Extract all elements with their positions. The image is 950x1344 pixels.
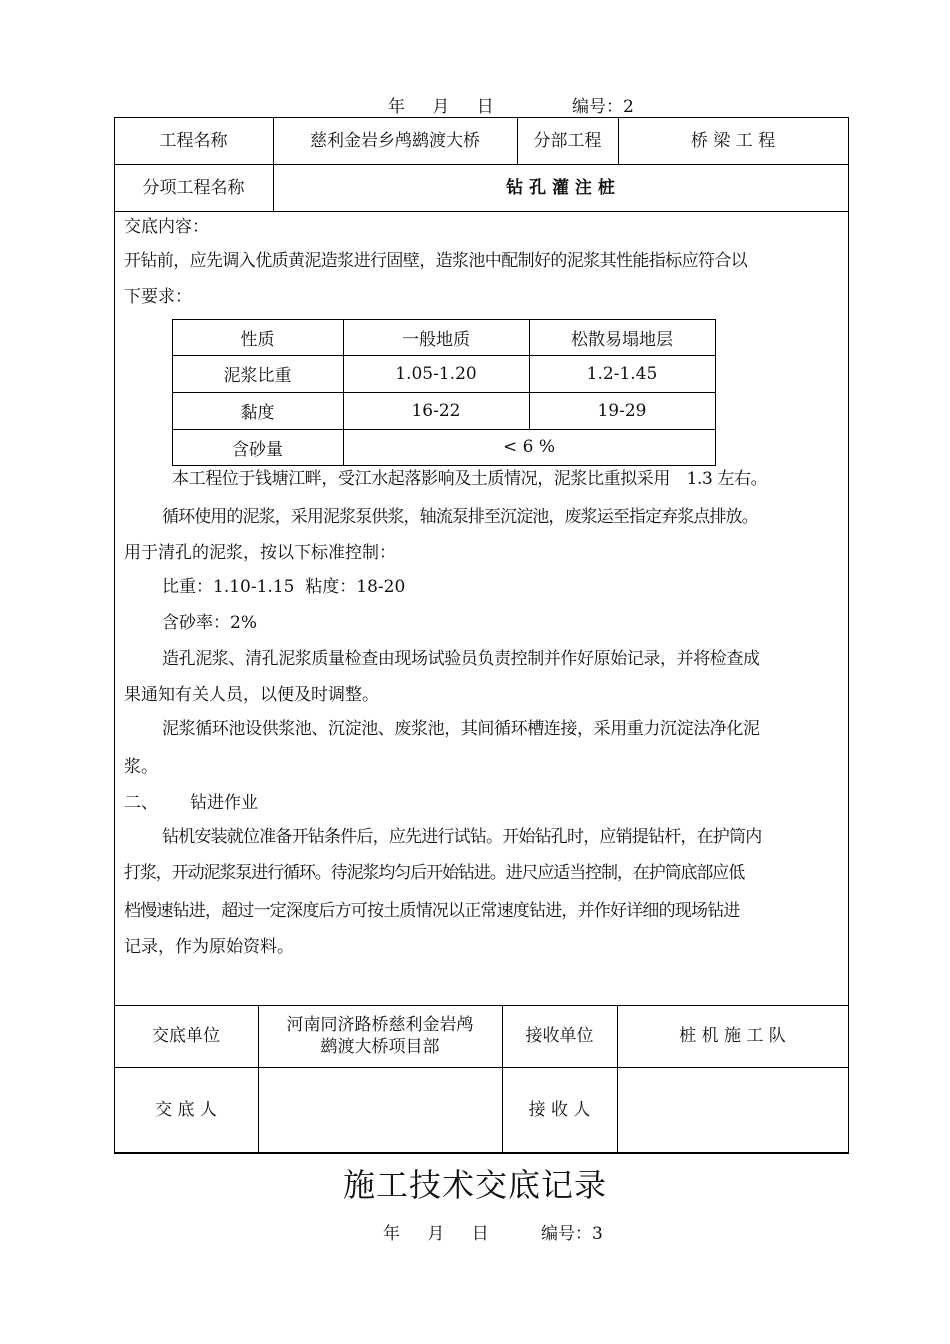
project-name-label: 工程名称 (159, 130, 228, 151)
paragraph-6-line-2: 果通知有关人员，以便及时调整。 (124, 685, 379, 705)
paragraph-1-line-2: 下要求： (124, 287, 192, 307)
paragraph-4: 比重：1.10-1.15 粘度：18-20 (162, 577, 406, 597)
section-2-title: 钻进作业 (190, 793, 258, 813)
document-title: 施工技术交底记录 (342, 1166, 607, 1204)
mud-row-density-general: 1.05-1.20 (395, 363, 477, 384)
paragraph-1-line-1: 开钻前，应先调入优质黄泥造浆进行固壁，造浆池中配制好的泥浆其性能指标应符合以 (124, 251, 748, 271)
part-value: 桥 梁 工 程 (690, 130, 776, 151)
header-date: 年 月 日 (388, 97, 494, 117)
mud-header-property: 性质 (240, 329, 275, 350)
item-label: 分项工程名称 (142, 177, 245, 198)
issuer-person-label: 交 底 人 (155, 1100, 217, 1120)
page2-number: 编号：3 (541, 1224, 603, 1244)
paragraph-7-line-2: 浆。 (124, 757, 158, 777)
paragraph-5: 含砂率：2% (162, 613, 257, 633)
project-name-value: 慈利金岩乡鸬鹚渡大桥 (310, 130, 480, 151)
issuer-value (258, 1005, 502, 1067)
paragraph-7-line-1: 泥浆循环池设供浆池、沉淀池、废浆池，其间循环槽连接，采用重力沉淀法净化泥 (162, 719, 760, 739)
mud-row-viscosity-label: 黏度 (240, 403, 275, 423)
issuer-value-line-2: 鹚渡大桥项目部 (320, 1037, 440, 1057)
mud-header-loose: 松散易塌地层 (571, 329, 673, 350)
mud-row-viscosity-loose: 19-29 (597, 400, 647, 421)
issuer-person-field[interactable] (258, 1067, 502, 1153)
receiver-person-field[interactable] (617, 1067, 848, 1153)
issuer-label: 交底单位 (152, 1026, 220, 1046)
part-label: 分部工程 (533, 130, 602, 151)
paragraph-8-line-1: 钻机安装就位准备开钻条件后，应先进行试钻。开始钻孔时，应销提钻杆，在护筒内 (162, 827, 762, 847)
mud-row-density-loose: 1.2-1.45 (586, 363, 658, 384)
mud-row-sand-label: 含砂量 (232, 439, 283, 460)
issuer-value-line-1: 河南同济路桥慈利金岩鸬 (286, 1015, 474, 1035)
paragraph-3-line-1: 循环使用的泥浆，采用泥浆泵供浆，轴流泵排至沉淀池，废浆运至指定弃浆点排放。 (162, 507, 758, 527)
paragraph-8-line-3: 档慢速钻进，超过一定深度后方可按土质情况以正常速度钻进，并作好详细的现场钻进 (124, 901, 740, 921)
mud-row-density-label: 泥浆比重 (223, 366, 292, 386)
content-heading: 交底内容： (124, 217, 209, 237)
receiver-label: 接收单位 (525, 1026, 594, 1046)
item-value: 钻 孔 灌 注 桩 (506, 177, 615, 198)
page2-date: 年 月 日 (383, 1224, 489, 1244)
header-number: 编号：2 (572, 97, 634, 117)
mud-row-sand-value: < 6 % (502, 437, 556, 457)
receiver-person-label: 接 收 人 (528, 1100, 591, 1120)
receiver-value: 桩 机 施 工 队 (679, 1026, 786, 1046)
mud-row-viscosity-general: 16-22 (411, 400, 461, 421)
paragraph-6-line-1: 造孔泥浆、清孔泥浆质量检查由现场试验员负责控制并作好原始记录，并将检查成 (162, 649, 760, 669)
paragraph-2: 本工程位于钱塘江畔，受江水起落影响及土质情况，泥浆比重拟采用 1.3 左右。 (172, 469, 768, 489)
paragraph-8-line-4: 记录，作为原始资料。 (124, 937, 294, 957)
section-2-number: 二、 (124, 793, 158, 813)
mud-header-general: 一般地质 (402, 329, 470, 350)
paragraph-8-line-2: 打浆，开动泥浆泵进行循环。待泥浆均匀后开始钻进。进尺应适当控制，在护筒底部应低 (124, 863, 745, 883)
paragraph-3-line-2: 用于清孔的泥浆，按以下标准控制： (124, 543, 396, 563)
